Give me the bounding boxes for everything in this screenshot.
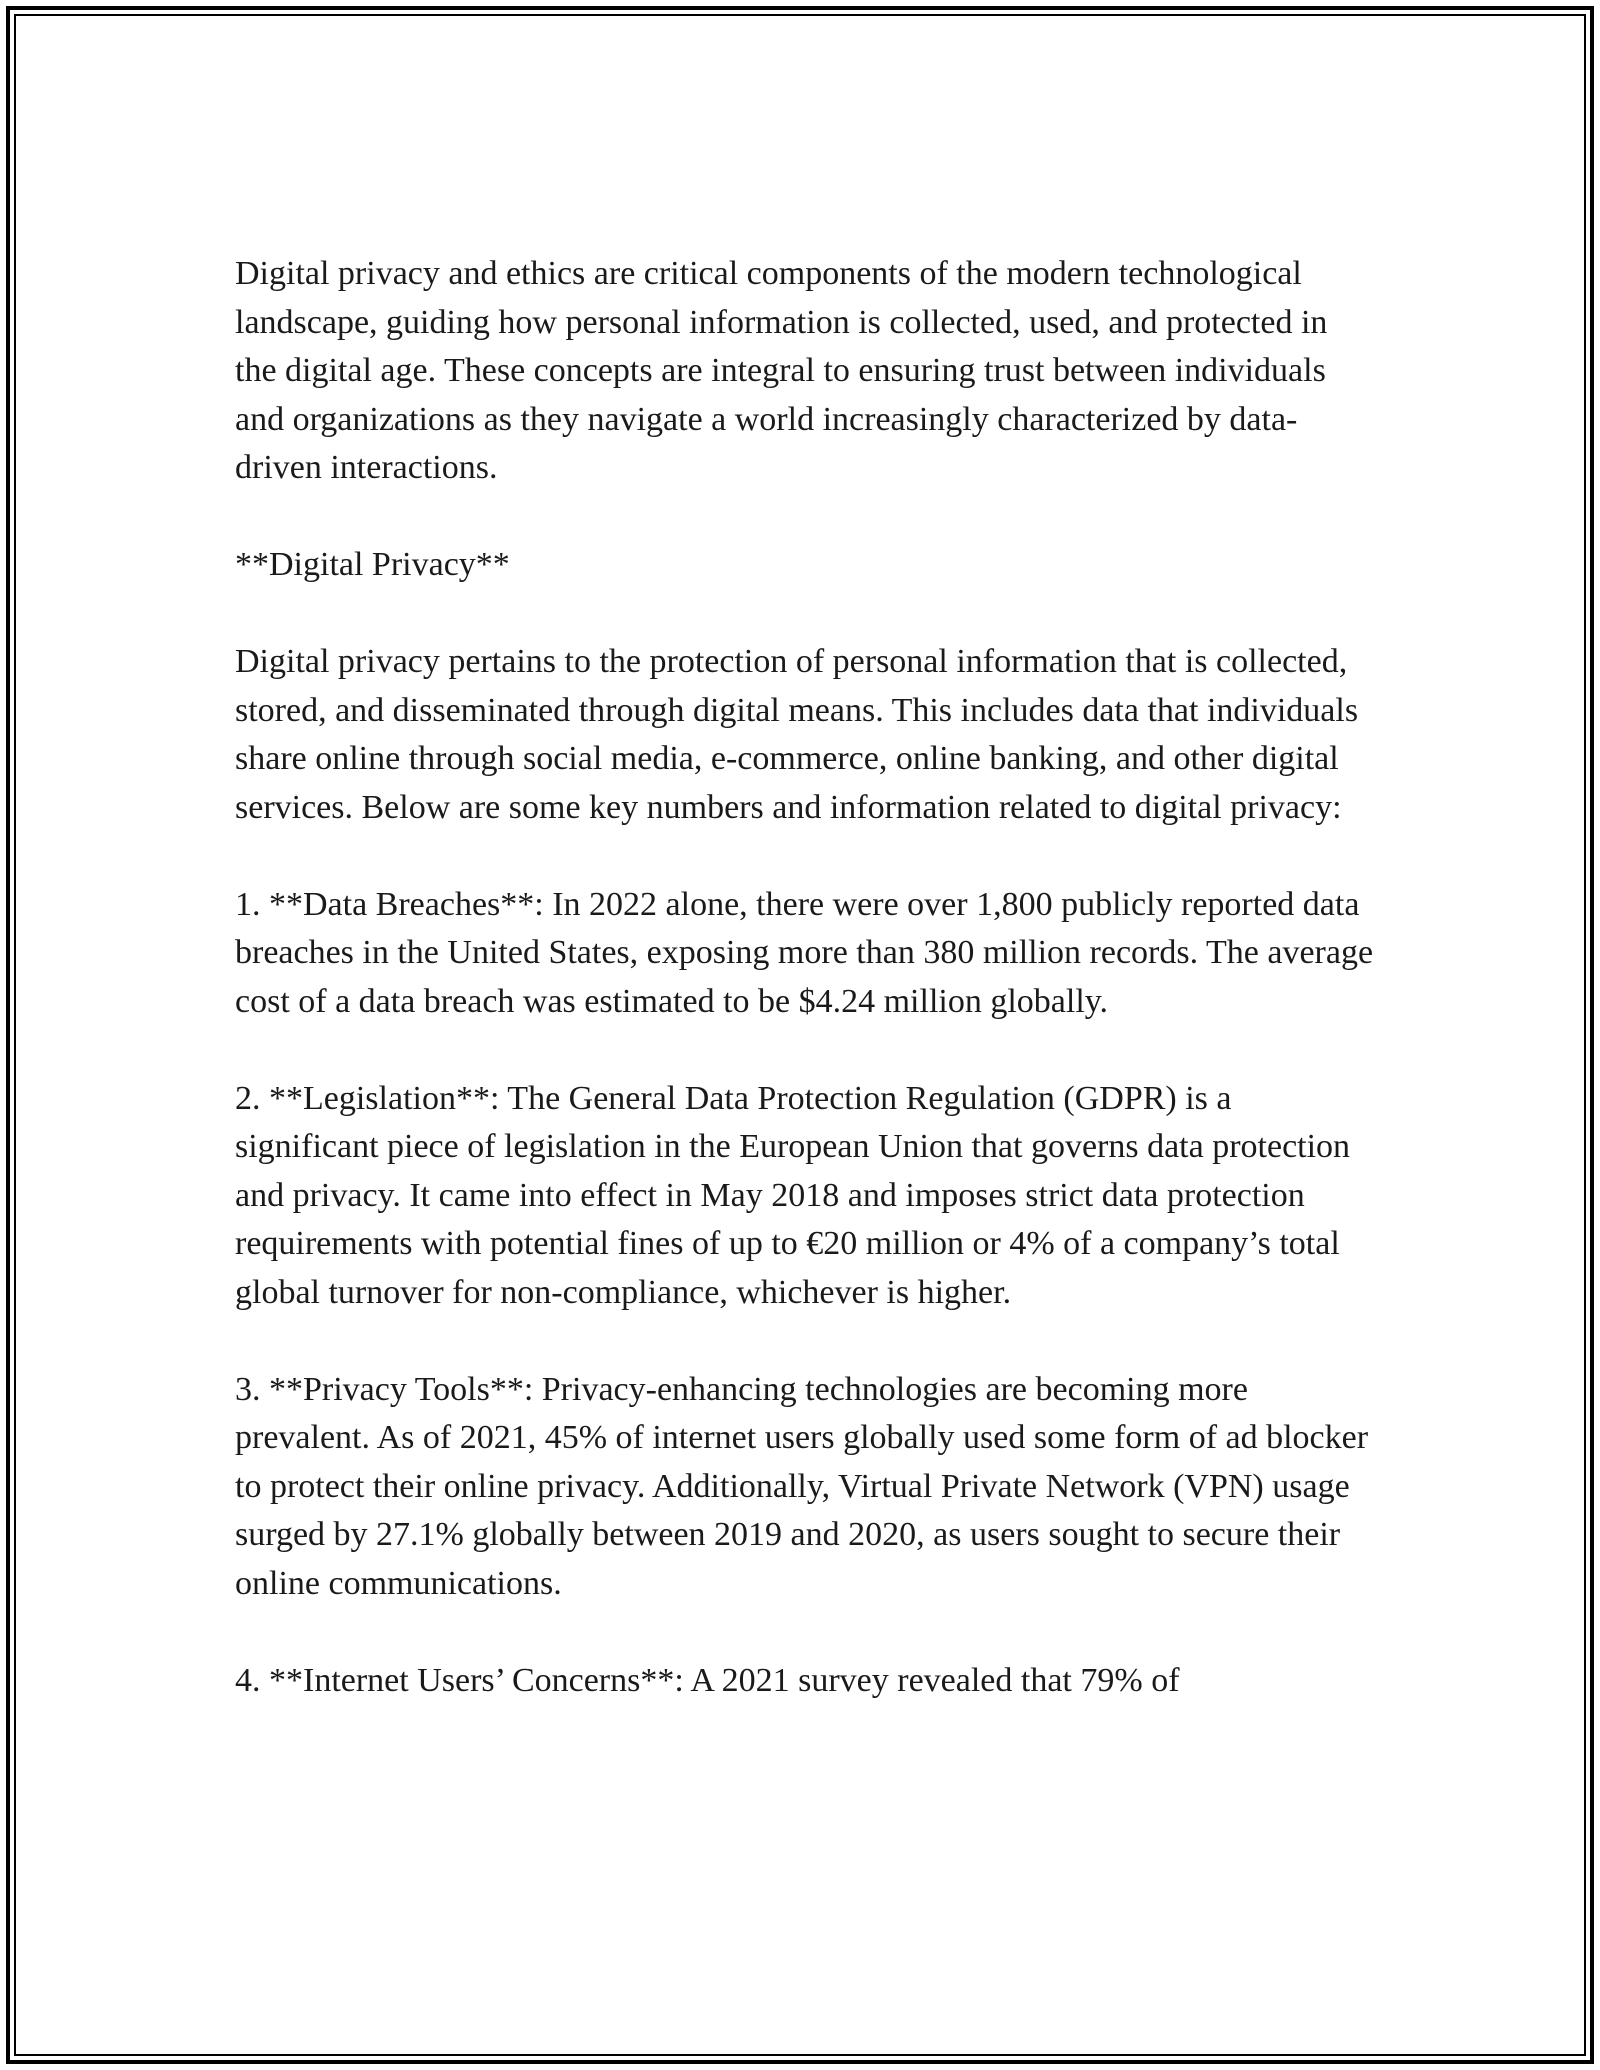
- section-intro-paragraph: Digital privacy pertains to the protection of personal information that is collected, stored, and disseminated through digital means. This includes data that individuals share online through social media, e-commerce, online banking, and other digital services. Below are some key numbers and information related to digital privacy:: [235, 643, 1359, 826]
- document-body: [235, 250, 1375, 1754]
- list-item-privacy-tools: 3. **Privacy Tools**: Privacy-enhancing technologies are becoming more prevalent. As of 2021, 45% of internet users globally used some form of ad blocker to protect their online privacy. Additionally, Virtual Private Network (VPN) usage surged by 27.1% globally between 2019 and 2020, as users sought to secure their online communications.: [235, 1370, 1369, 1602]
- list-item-data-breaches: 1. **Data Breaches**: In 2022 alone, there were over 1,800 publicly reported data breaches in the United States, exposing more than 380 million records. The average cost of a data breach was estimated to be $4.24 million globally.: [235, 885, 1374, 1020]
- section-heading: **Digital Privacy**: [235, 546, 510, 583]
- intro-paragraph: Digital privacy and ethics are critical components of the modern technological landscape, guiding how personal information is collected, used, and protected in the digital age. These concepts are integral to ensuring trust between individuals and organizations as they navigate a world increasingly characterized by data-driven interactions.: [235, 255, 1328, 486]
- list-item-legislation: 2. **Legislation**: The General Data Protection Regulation (GDPR) is a significant piece of legislation in the European Union that governs data protection and privacy. It came into effect in May 2018 and imposes strict data protection requirements with potential fines of up to €20 million or 4% of a company’s total global turnover for non-compliance, whichever is higher.: [235, 1079, 1351, 1311]
- list-item-internet-users-concerns: 4. **Internet Users’ Concerns**: A 2021 survey revealed that 79% of: [235, 1661, 1180, 1699]
